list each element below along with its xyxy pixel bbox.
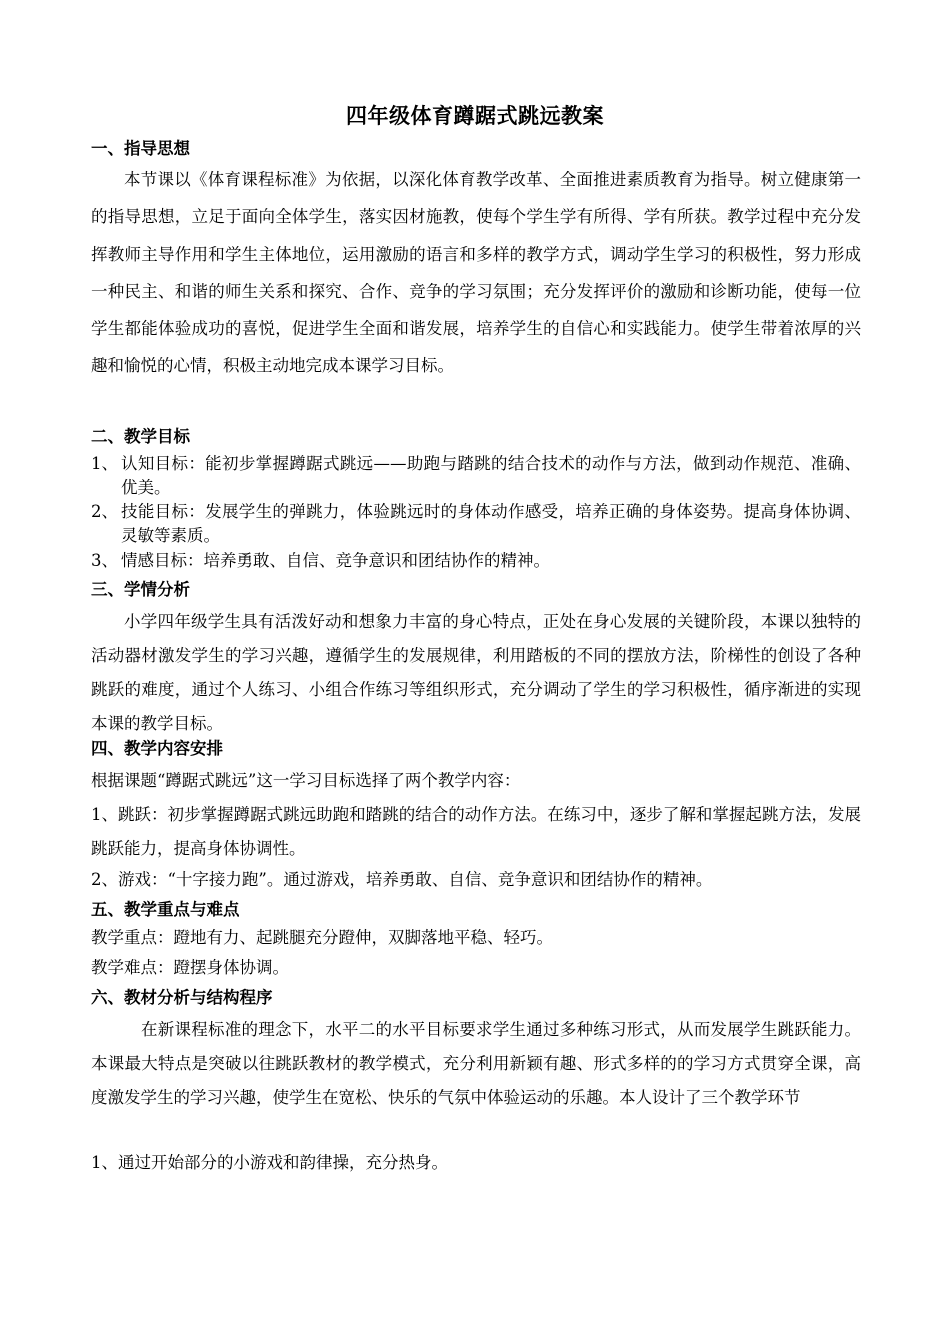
content-item-game: 2、游戏：“十字接力跑”。通过游戏，培养勇敢、自信、竞争意识和团结协作的精神。 [91, 870, 713, 889]
section-heading-learner-analysis: 三、学情分析 [91, 580, 190, 599]
objective-item-cognitive [91, 452, 861, 500]
objective-text: 情感目标：培养勇敢、自信、竞争意识和团结协作的精神。 [121, 551, 550, 570]
objective-number: 3、 [91, 551, 118, 570]
objective-item-skill [91, 500, 861, 548]
objective-item-emotional [91, 549, 861, 573]
objective-number: 2、 [91, 502, 118, 521]
section-heading-material-analysis: 六、教材分析与结构程序 [91, 988, 273, 1007]
section-paragraph-learner-analysis: 小学四年级学生具有活泼好动和想象力丰富的身心特点，正处在身心发展的关键阶段，本课以独特的活动器材激发学生的学习兴趣，遵循学生的发展规律，利用踏板的不同的摆放方法，阶梯性的创设了各种跳跃的难度，通过个人练习、小组合作练习等组织形式，充分调动了学生的学习积极性，循序渐进的实现本课的教学目标。 [91, 612, 861, 733]
section-heading-content-arrangement: 四、教学内容安排 [91, 739, 223, 758]
document-title: 四年级体育蹲踞式跳远教案 [346, 104, 604, 128]
content-item-jumping: 1、跳跃：初步掌握蹲踞式跳远助跑和踏跳的结合的动作方法。在练习中，逐步了解和掌握起跳方法，发展跳跃能力，提高身体协调性。 [91, 805, 861, 858]
content-intro: 根据课题“蹲踞式跳远”这一学习目标选择了两个教学内容： [91, 771, 521, 790]
section-heading-guiding-ideology: 一、指导思想 [91, 139, 190, 158]
objective-number: 1、 [91, 454, 118, 473]
objective-text: 技能目标：发展学生的弹跳力，体验跳远时的身体动作感受，培养正确的身体姿势。提高身体协调、灵敏等素质。 [121, 502, 861, 545]
teaching-key-point: 教学重点：蹬地有力、起跳腿充分蹬伸，双脚落地平稳、轻巧。 [91, 928, 553, 947]
section-paragraph-material-analysis: 在新课程标准的理念下，水平二的水平目标要求学生通过多种练习形式，从而发展学生跳跃能力。本课最大特点是突破以往跳跃教材的教学模式，充分利用新颖有趣、形式多样的的学习方式贯穿全课，高度激发学生的学习兴趣，使学生在宽松、快乐的气氛中体验运动的乐趣。本人设计了三个教学环节 [91, 1020, 861, 1107]
teaching-difficult-point: 教学难点：蹬摆身体协调。 [91, 958, 289, 977]
objective-text: 认知目标：能初步掌握蹲踞式跳远——助跑与踏跳的结合技术的动作与方法，做到动作规范、准确、优美。 [121, 454, 861, 497]
section-heading-key-difficult: 五、教学重点与难点 [91, 900, 240, 919]
procedure-item-warmup: 1、通过开始部分的小游戏和韵律操，充分热身。 [91, 1153, 448, 1172]
section-heading-teaching-objectives: 二、教学目标 [91, 427, 190, 446]
section-paragraph-guiding-ideology: 本节课以《体育课程标准》为依据，以深化体育教学改革、全面推进素质教育为指导。树立健康第一的指导思想，立足于面向全体学生，落实因材施教，使每个学生学有所得、学有所获。教学过程中充分发挥教师主导作用和学生主体地位，运用激励的语言和多样的教学方式，调动学生学习的积极性，努力形成一种民主、和谐的师生关系和探究、合作、竞争的学习氛围；充分发挥评价的激励和诊断功能，使每一位学生都能体验成功的喜悦，促进学生全面和谐发展，培养学生的自信心和实践能力。使学生带着浓厚的兴趣和愉悦的心情，积极主动地完成本课学习目标。 [91, 170, 861, 376]
